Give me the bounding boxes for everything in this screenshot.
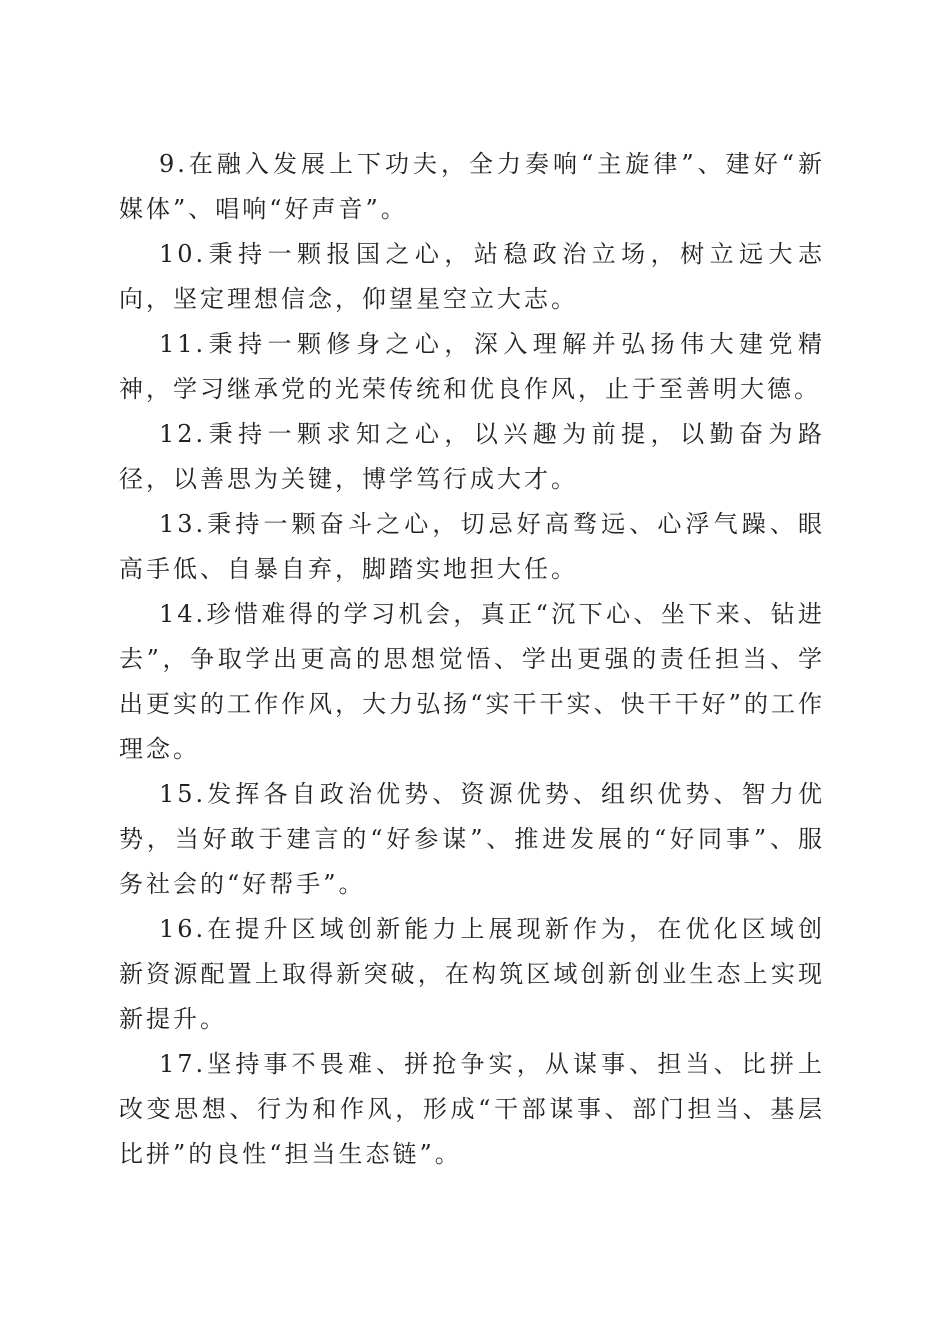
list-item: 16.在提升区域创新能力上展现新作为，在优化区域创新资源配置上取得新突破，在构筑区域创新创业生态上实现新提升。 bbox=[119, 915, 825, 1033]
list-item: 9.在融入发展上下功夫，全力奏响“主旋律”、建好“新媒体”、唱响“好声音”。 bbox=[119, 150, 825, 223]
list-item: 12.秉持一颗求知之心，以兴趣为前提，以勤奋为路径，以善思为关键，博学笃行成大才。 bbox=[119, 420, 825, 493]
list-item: 14.珍惜难得的学习机会，真正“沉下心、坐下来、钻进去”，争取学出更高的思想觉悟、学出更强的责任担当、学出更实的工作作风，大力弘扬“实干干实、快干干好”的工作理念。 bbox=[119, 600, 825, 763]
list-item: 10.秉持一颗报国之心，站稳政治立场，树立远大志向，坚定理想信念，仰望星空立大志。 bbox=[119, 240, 825, 313]
list-item: 11.秉持一颗修身之心，深入理解并弘扬伟大建党精神，学习继承党的光荣传统和优良作风，止于至善明大德。 bbox=[119, 330, 825, 403]
list-item: 15.发挥各自政治优势、资源优势、组织优势、智力优势，当好敢于建言的“好参谋”、推进发展的“好同事”、服务社会的“好帮手”。 bbox=[119, 780, 825, 898]
list-item: 13.秉持一颗奋斗之心，切忌好高骛远、心浮气躁、眼高手低、自暴自弃，脚踏实地担大任。 bbox=[119, 510, 825, 583]
list-item: 17.坚持事不畏难、拼抢争实，从谋事、担当、比拼上改变思想、行为和作风，形成“干部谋事、部门担当、基层比拼”的良性“担当生态链”。 bbox=[119, 1050, 825, 1168]
document-page bbox=[119, 142, 825, 1177]
